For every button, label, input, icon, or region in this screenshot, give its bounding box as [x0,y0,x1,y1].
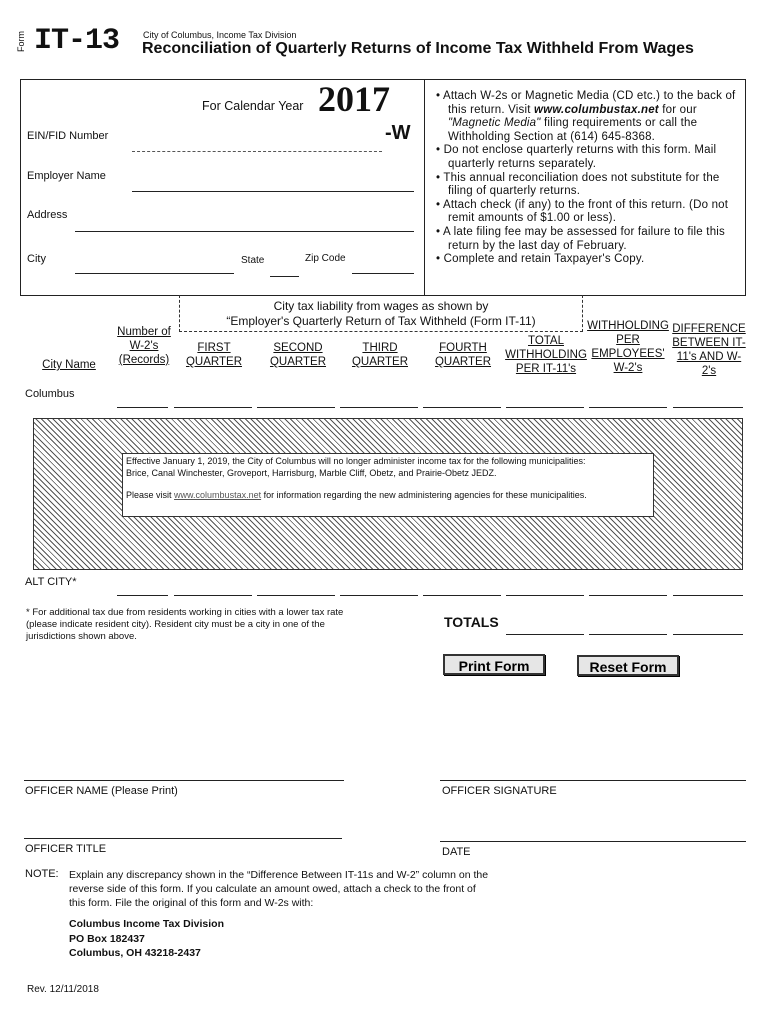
alt-city-difference-line[interactable] [673,595,743,596]
totals-label: TOTALS [444,614,499,630]
totals-difference-line[interactable] [673,634,743,635]
print-form-button[interactable]: Print Form [443,654,545,675]
officer-name-line[interactable] [24,780,344,781]
columbus-difference-line[interactable] [673,407,743,408]
form-label: Form [16,31,26,52]
zip-label: Zip Code [305,253,346,264]
columbus-total-line[interactable] [506,407,584,408]
city-field[interactable] [75,258,233,272]
columbus-q3-line[interactable] [340,407,418,408]
col-w2-withholding: WITHHOLDING PER EMPLOYEES' W-2's [587,320,669,374]
revision-date: Rev. 12/11/2018 [27,984,99,995]
alt-city-q3-line[interactable] [340,595,418,596]
page-title: Reconciliation of Quarterly Returns of Income Tax Withheld From Wages [142,40,694,57]
reset-form-button[interactable]: Reset Form [577,655,679,676]
instruction-6: Complete and retain Taxpayer's Copy. [443,253,645,266]
date-label: DATE [442,846,471,858]
address-line [75,231,414,232]
col-q1: FIRST QUARTER [185,342,243,368]
columbus-q4-line[interactable] [423,407,501,408]
alt-city-q1-line[interactable] [174,595,252,596]
col-difference: DIFFERENCE BETWEEN IT-11's AND W-2's [672,323,746,377]
liability-caption-line2: “Employer's Quarterly Return of Tax Withheld (Form IT-11) [226,314,536,328]
instruction-2: Do not enclose quarterly returns with this form. Mail quarterly returns separately. [443,144,717,170]
alt-city-w2-withholding-line[interactable] [589,595,667,596]
columbus-w2-withholding-line[interactable] [589,407,667,408]
columbus-q1-line[interactable] [174,407,252,408]
mailing-address-line1: Columbus Income Tax Division [69,918,224,930]
alt-city-label: ALT CITY* [25,576,77,588]
ein-line [132,151,382,152]
state-label: State [241,255,265,266]
notice-line1: Effective January 1, 2019, the City of Columbus will no longer administer income tax for the following municipalities: [126,456,586,466]
note-text: Explain any discrepancy shown in the “Difference Between IT-11s and W-2” column on the reverse side of this form. If you calculate an amount owed, attach a check to the front of this form. File the original of this form and W-2s with: [69,869,489,909]
alt-city-w2-line[interactable] [117,595,168,596]
alt-city-q2-line[interactable] [257,595,335,596]
officer-title-label: OFFICER TITLE [25,843,107,855]
mailing-address-line2: PO Box 182437 [69,932,145,945]
address-label: Address [27,209,68,221]
row-city-columbus: Columbus [25,388,75,400]
alt-city-total-line[interactable] [506,595,584,596]
form-suffix: -W [385,122,411,144]
magnetic-media-text: "Magnetic Media" [448,117,541,130]
zip-line [352,273,414,274]
employer-name-line [132,191,414,192]
date-line[interactable] [440,841,746,842]
address-field[interactable] [75,216,413,230]
zip-field[interactable] [352,258,412,272]
officer-signature-line[interactable] [440,780,746,781]
col-total: TOTAL WITHHOLDING PER IT-11's [505,335,587,375]
col-q4: FOURTH QUARTER [434,342,492,368]
mailing-address-line3: Columbus, OH 43218-2437 [69,947,201,959]
state-field[interactable] [270,262,298,276]
agency-name: City of Columbus, Income Tax Division [143,30,297,40]
notice-link[interactable]: www.columbustax.net [174,490,262,500]
col-q3: THIRD QUARTER [351,342,409,368]
state-line [270,276,299,277]
city-label: City [27,253,46,265]
columbus-q2-line[interactable] [257,407,335,408]
calendar-year: 2017 [318,79,390,119]
ein-field[interactable] [132,136,382,150]
col-w2-records: Number of W-2's (Records) [117,326,171,366]
notice-line2: Brice, Canal Winchester, Groveport, Harrisburg, Marble Cliff, Obetz, and Prairie-Obetz JEDZ. [126,467,497,478]
note-label: NOTE: [25,868,59,880]
employer-name-field[interactable] [132,176,412,190]
website-link[interactable]: www.columbustax.net [534,103,659,116]
instruction-1a: Attach W-2s or Magnetic Media (CD etc.) to the back of this return. Visit [443,90,736,116]
instruction-1b: for our [662,103,697,116]
alt-city-q4-line[interactable] [423,595,501,596]
officer-title-line[interactable] [24,838,342,839]
form-number: IT-13 [34,24,120,58]
city-line [75,273,234,274]
columbus-w2-line[interactable] [117,407,168,408]
mailing-address [69,917,224,961]
instruction-3: This annual reconciliation does not substitute for the filing of quarterly returns. [443,171,720,198]
officer-signature-label: OFFICER SIGNATURE [442,785,557,797]
calendar-year-label: For Calendar Year [202,99,304,113]
notice-visit-post: for information regarding the new administering agencies for these municipalities. [263,490,587,500]
totals-w2-withholding-line[interactable] [589,634,667,635]
instruction-4: Attach check (if any) to the front of this return. (Do not remit amounts of $1.00 or less). [443,198,729,225]
officer-name-label: OFFICER NAME (Please Print) [25,785,178,797]
notice-visit-pre: Please visit [126,490,172,500]
instruction-5: A late filing fee may be assessed for failure to file this return by the last day of February. [443,225,725,252]
col-q2: SECOND QUARTER [269,342,327,368]
instruction-1c: filing requirements or call the Withholding Section at (614) 645-8368. [448,117,698,143]
notice-box [122,453,654,517]
totals-total-line[interactable] [506,634,584,635]
col-city-name: City Name [42,359,96,371]
employer-name-label: Employer Name [27,170,106,182]
footnote: * For additional tax due from residents working in cities with a lower tax rate (please indicate resident city). Resident city must be a city in one of the jurisdictions shown above. [26,607,344,642]
liability-caption-box [179,295,583,332]
liability-caption-line1: City tax liability from wages as shown by [273,299,489,313]
instructions-list: • Attach W-2s or Magnetic Media (CD etc.) to the back of this return. Visit www.columbustax.net for our "Magnetic Media" filing requirements or call the Withholding Section at (614) 645-8368. • Do not enclose quarterly returns with this form. Mail quarterly returns separately. • This annual reconciliation does not substitute for the filing of quarterly returns. • Attach check (if any) to the front of this return. (Do not remit amounts of $1.00 or less). • A late filing fee may be assessed for failure to file this return by the last day of February. • Complete and retain Taxpayer's Copy. [436,90,736,266]
ein-label: EIN/FID Number [27,130,109,142]
